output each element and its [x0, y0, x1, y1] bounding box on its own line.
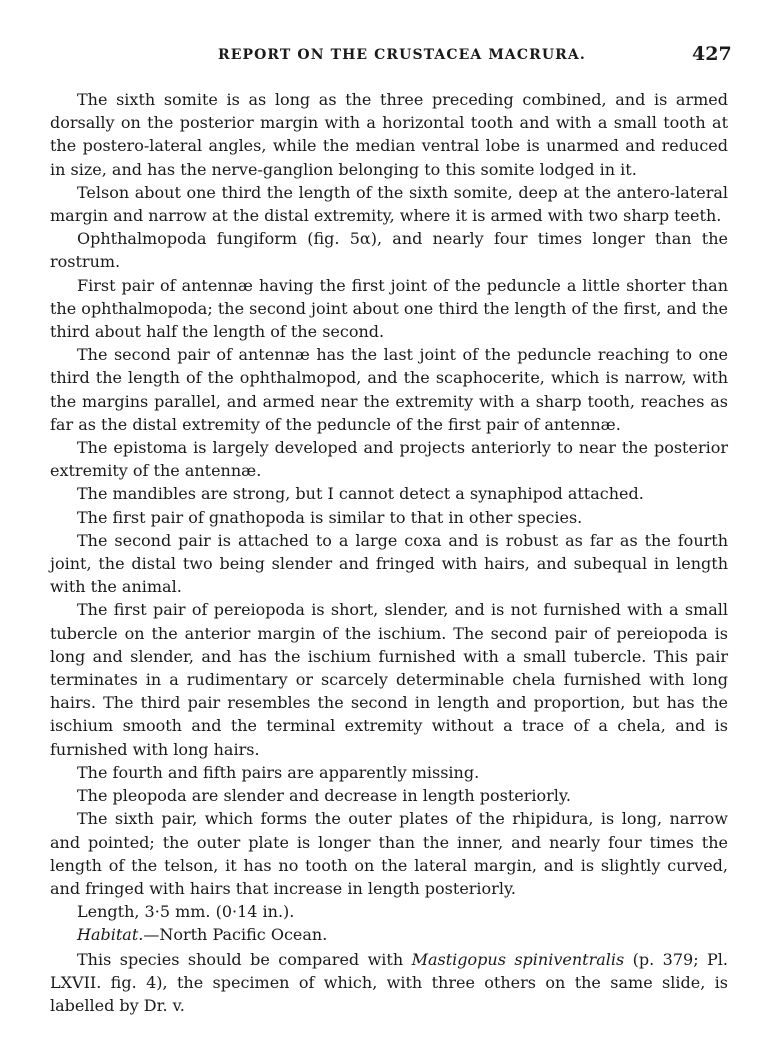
comparison-intro: This species should be compared with: [77, 950, 412, 969]
page-number: 427: [692, 43, 732, 65]
body-text: [50, 88, 728, 947]
paragraph-sixth-somite: The sixth somite is as long as the three preceding combined, and is armed dorsally on the posterior margin with a horizontal tooth and with a small tooth at the postero-lateral angles, while the median ventral lobe is unarmed and reduced in size, and has the nerve-ganglion belonging to this somite lodged in it.: [50, 90, 728, 179]
paragraph-first-antennae: First pair of antennæ having the first joint of the peduncle a little shorter than the ophthalmopoda; the second joint about one third the length of the first, and the third about half the length of the second.: [50, 275, 728, 342]
habitat-label: Habitat.: [77, 925, 144, 945]
paragraph-first-gnathopoda: The first pair of gnathopoda is similar to that in other species.: [77, 507, 583, 527]
running-head: [0, 43, 776, 71]
paragraph-pereiopoda: The first pair of pereiopoda is short, slender, and is not furnished with a small tubercle on the anterior margin of the ischium. The second pair of pereiopoda is long and slender, and has the ischium furnished with a small tubercle. This pair terminates in a rudimentary or scarcely determinable chela furnished with long hairs. The third pair resembles the second in length and proportion, but has the ischium smooth and the terminal extremity without a trace of a chela, and is furnished with long hairs.: [50, 600, 728, 759]
paragraph-comparison: [50, 948, 728, 1018]
running-title: REPORT ON THE CRUSTACEA MACRURA.: [218, 47, 586, 63]
paragraph-epistoma: The epistoma is largely developed and projects anteriorly to near the posterior extremity of the antennæ.: [50, 438, 728, 481]
paragraph-habitat: [50, 923, 728, 946]
habitat-value: —North Pacific Ocean.: [143, 925, 328, 945]
species-name: Mastigopus spiniventralis: [411, 950, 625, 969]
paragraph-second-antennae: The second pair of antennæ has the last joint of the peduncle reaching to one third the length of the ophthalmopod, and the scaphocerite, which is narrow, with the margins parallel, and armed near the extremity with a sharp tooth, reaches as far as the distal extremity of the peduncle of the first pair of antennæ.: [50, 345, 728, 434]
paragraph-mandibles: The mandibles are strong, but I cannot detect a synaphipod attached.: [77, 484, 644, 504]
paragraph-pleopoda: The pleopoda are slender and decrease in length posteriorly.: [77, 786, 571, 806]
paragraph-length: Length, 3·5 mm. (0·14 in.).: [77, 902, 295, 922]
paragraph-fourth-fifth-pairs: The fourth and fifth pairs are apparently missing.: [77, 762, 480, 782]
closing-paragraph: [50, 948, 728, 1018]
paragraph-second-gnathopoda: The second pair is attached to a large coxa and is robust as far as the fourth joint, the distal two being slender and fringed with hairs, and subequal in length with the animal.: [50, 530, 728, 597]
paragraph-sixth-pair: The sixth pair, which forms the outer plates of the rhipidura, is long, narrow and pointed; the outer plate is longer than the inner, and nearly four times the length of the telson, it has no tooth on the lateral margin, and is slightly curved, and fringed with hairs that increase in length posteriorly.: [50, 809, 728, 898]
paragraph-telson: Telson about one third the length of the sixth somite, deep at the antero-lateral margin and narrow at the distal extremity, where it is armed with two sharp teeth.: [50, 182, 728, 226]
paragraph-ophthalmopoda: Ophthalmopoda fungiform (fig. 5α), and nearly four times longer than the rostrum.: [50, 229, 728, 272]
comparison-rest: (p. 379; Pl. LXVII. fig. 4), the specimen of which, with three others on the same slide, is labelled by Dr. v.: [50, 950, 728, 1016]
